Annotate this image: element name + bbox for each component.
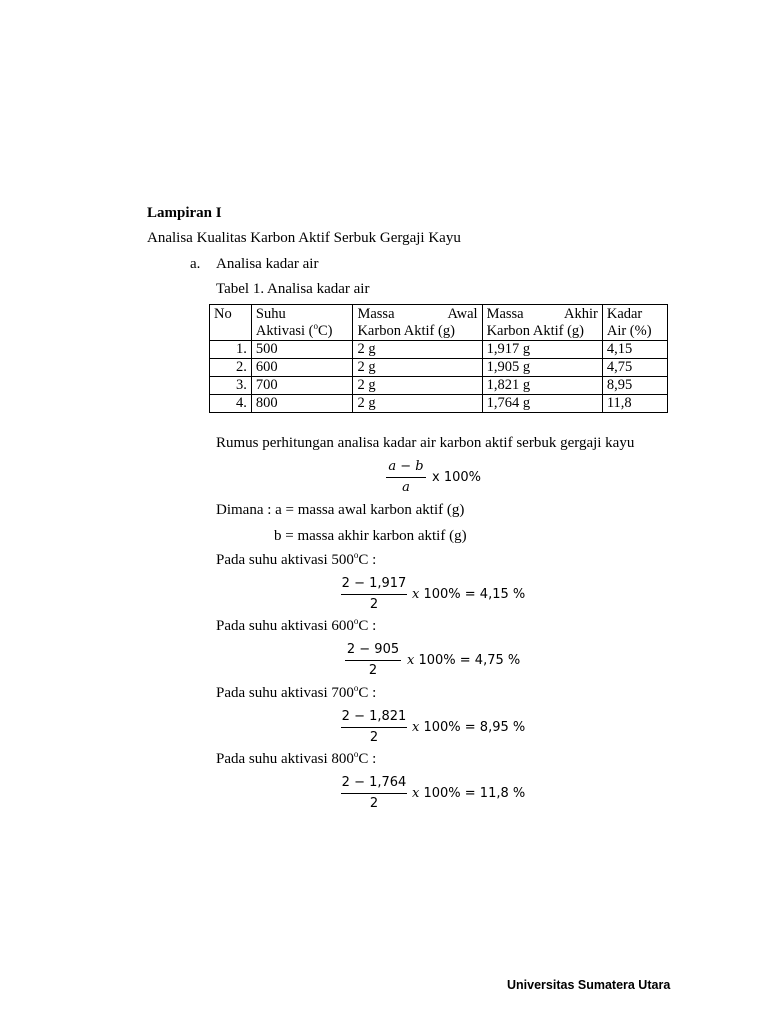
cell-massa-awal: 2 g bbox=[353, 395, 482, 413]
formula-fraction bbox=[386, 459, 426, 495]
calc-result-700: x 100% = 8,95 % bbox=[412, 720, 526, 735]
formula-denominator: a bbox=[402, 480, 410, 495]
calc-numerator: 2 − 905 bbox=[346, 642, 400, 657]
calc-denominator: 2 bbox=[368, 663, 378, 678]
calc-denominator: 2 bbox=[369, 597, 379, 612]
cell-massa-akhir: 1,821 g bbox=[482, 377, 602, 395]
calc-label-800: Pada suhu aktivasi 800$^o$C : bbox=[216, 749, 377, 767]
cell-kadar-air: 4,15 bbox=[602, 341, 667, 359]
calc-fraction-700 bbox=[341, 709, 407, 745]
calc-label-600: Pada suhu aktivasi 600$^o$C : bbox=[216, 616, 377, 634]
definition-b: b = massa akhir karbon aktif (g) bbox=[274, 528, 467, 544]
cell-massa-awal: 2 g bbox=[353, 359, 482, 377]
cell-no: 3. bbox=[210, 377, 252, 395]
cell-kadar-air: 8,95 bbox=[602, 377, 667, 395]
calc-label-700: Pada suhu aktivasi 700$^o$C : bbox=[216, 683, 377, 701]
table-row bbox=[210, 359, 668, 377]
cell-no: 4. bbox=[210, 395, 252, 413]
calc-result-800: x 100% = 11,8 % bbox=[412, 786, 526, 801]
calc-result-500: x 100% = 4,15 % bbox=[412, 587, 526, 602]
fraction-bar bbox=[341, 793, 407, 794]
page-heading: Lampiran I bbox=[147, 205, 222, 221]
cell-suhu: 600 bbox=[251, 359, 353, 377]
cell-suhu: 700 bbox=[251, 377, 353, 395]
calc-label-500: Pada suhu aktivasi 500$^o$C : bbox=[216, 550, 377, 568]
header-kadar-air: Kadar Air (%) bbox=[602, 305, 667, 341]
fraction-bar bbox=[341, 727, 407, 728]
fraction-bar bbox=[341, 594, 407, 595]
calc-result-600: x 100% = 4,75 % bbox=[407, 653, 521, 668]
table-header-row bbox=[210, 305, 668, 341]
header-no: No bbox=[210, 305, 252, 341]
calc-denominator: 2 bbox=[369, 796, 379, 811]
header-massa-awal: Massa Awal Karbon Aktif (g) bbox=[353, 305, 482, 341]
fraction-bar bbox=[386, 477, 426, 478]
cell-massa-akhir: 1,917 g bbox=[482, 341, 602, 359]
university-footer: Universitas Sumatera Utara bbox=[507, 978, 671, 992]
calc-numerator: 2 − 1,764 bbox=[341, 775, 407, 790]
fraction-bar bbox=[345, 660, 401, 661]
cell-massa-awal: 2 g bbox=[353, 377, 482, 395]
definition-a: Dimana : a = massa awal karbon aktif (g) bbox=[216, 502, 465, 518]
section-label: Analisa kadar air bbox=[216, 256, 319, 272]
calc-numerator: 2 − 1,821 bbox=[341, 709, 407, 724]
table-row bbox=[210, 341, 668, 359]
cell-massa-awal: 2 g bbox=[353, 341, 482, 359]
cell-massa-akhir: 1,905 g bbox=[482, 359, 602, 377]
cell-suhu: 500 bbox=[251, 341, 353, 359]
document-subtitle: Analisa Kualitas Karbon Aktif Serbuk Gergaji Kayu bbox=[147, 230, 461, 246]
formula-numerator: a − b bbox=[388, 459, 424, 474]
section-marker: a. bbox=[190, 256, 201, 272]
cell-massa-akhir: 1,764 g bbox=[482, 395, 602, 413]
calc-denominator: 2 bbox=[369, 730, 379, 745]
calc-fraction-500 bbox=[341, 576, 407, 612]
calc-numerator: 2 − 1,917 bbox=[341, 576, 407, 591]
formula-intro: Rumus perhitungan analisa kadar air karbon aktif serbuk gergaji kayu bbox=[216, 435, 635, 451]
cell-kadar-air: 11,8 bbox=[602, 395, 667, 413]
moisture-table bbox=[209, 304, 668, 413]
header-suhu: Suhu Aktivasi ($^o$C) bbox=[251, 305, 353, 341]
formula-multiplier: x 100% bbox=[432, 470, 481, 485]
table-caption: Tabel 1. Analisa kadar air bbox=[216, 281, 370, 297]
cell-no: 1. bbox=[210, 341, 252, 359]
calc-fraction-600 bbox=[345, 642, 401, 678]
header-massa-akhir: Massa Akhir Karbon Aktif (g) bbox=[482, 305, 602, 341]
cell-no: 2. bbox=[210, 359, 252, 377]
cell-kadar-air: 4,75 bbox=[602, 359, 667, 377]
cell-suhu: 800 bbox=[251, 395, 353, 413]
table-row bbox=[210, 395, 668, 413]
calc-fraction-800 bbox=[341, 775, 407, 811]
table-row bbox=[210, 377, 668, 395]
